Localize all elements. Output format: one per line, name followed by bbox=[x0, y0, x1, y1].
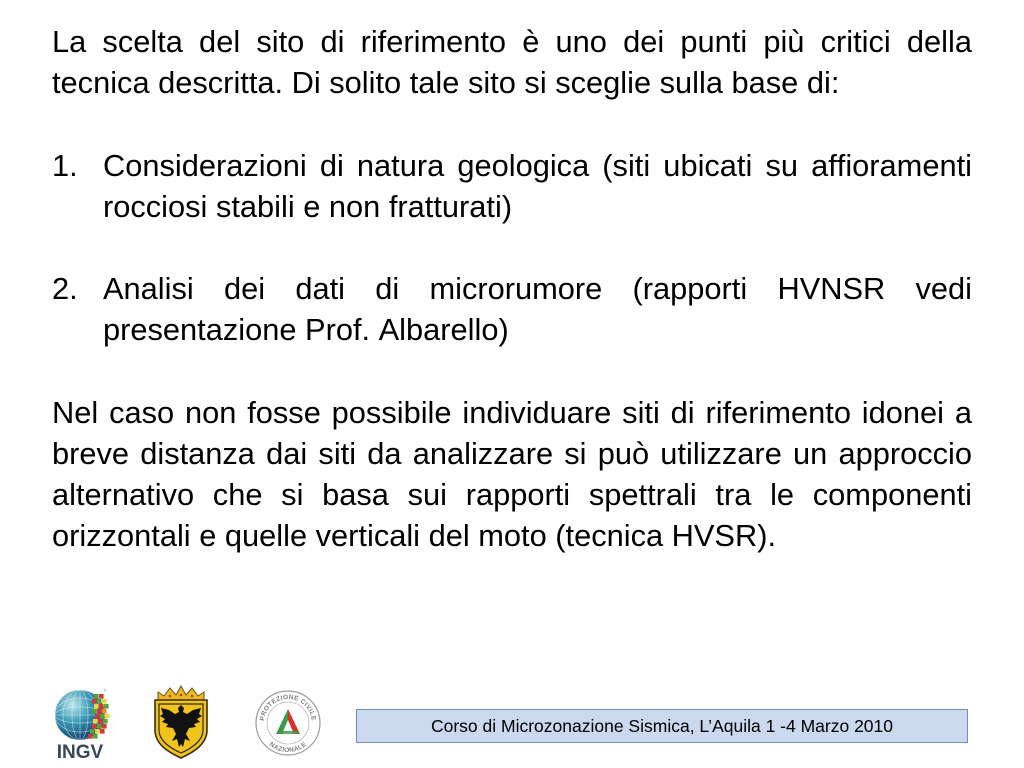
conclusion-paragraph: Nel caso non fosse possibile individuare siti di riferimento idonei a breve distanza dai siti da analizzare si può utilizzare un approccio alternativo che si basa sui rapporti spettrali tra le componenti orizzontali e quelle verticali del moto (tecnica HVSR). bbox=[52, 394, 972, 554]
protezione-civile-logo bbox=[253, 688, 323, 758]
list-item-number: 2. bbox=[52, 271, 78, 307]
pc-arc-bottom-text: NAZIONALE bbox=[267, 740, 309, 755]
crest-crown bbox=[158, 686, 204, 701]
pc-arc-top-text: PROTEZIONE CIVILE bbox=[259, 693, 317, 722]
intro-paragraph: La scelta del sito di riferimento è uno dei punti più critici della tecnica descritta. Di solito tale sito si sceglie sulla base di: bbox=[52, 24, 972, 101]
reference-site-criteria-list bbox=[52, 145, 972, 351]
list-item bbox=[52, 268, 972, 350]
course-caption-box bbox=[356, 709, 968, 743]
ingv-logo-label: INGV bbox=[56, 742, 104, 763]
ingv-globe-logo bbox=[52, 686, 112, 762]
list-item bbox=[52, 145, 972, 227]
list-item-text: Considerazioni di natura geologica (siti ubicati su affioramenti rocciosi stabili e non fratturati) bbox=[103, 147, 972, 224]
course-caption: Corso di Microzonazione Sismica, L’Aquila 1 -4 Marzo 2010 bbox=[430, 716, 894, 736]
slide-body bbox=[52, 21, 972, 557]
list-item-text: Analisi dei dati di microrumore (rapporti HVNSR vedi presentazione Prof. Albarello) bbox=[103, 271, 972, 348]
list-item-number: 1. bbox=[52, 147, 78, 183]
eagle-crest-icon bbox=[150, 686, 212, 760]
